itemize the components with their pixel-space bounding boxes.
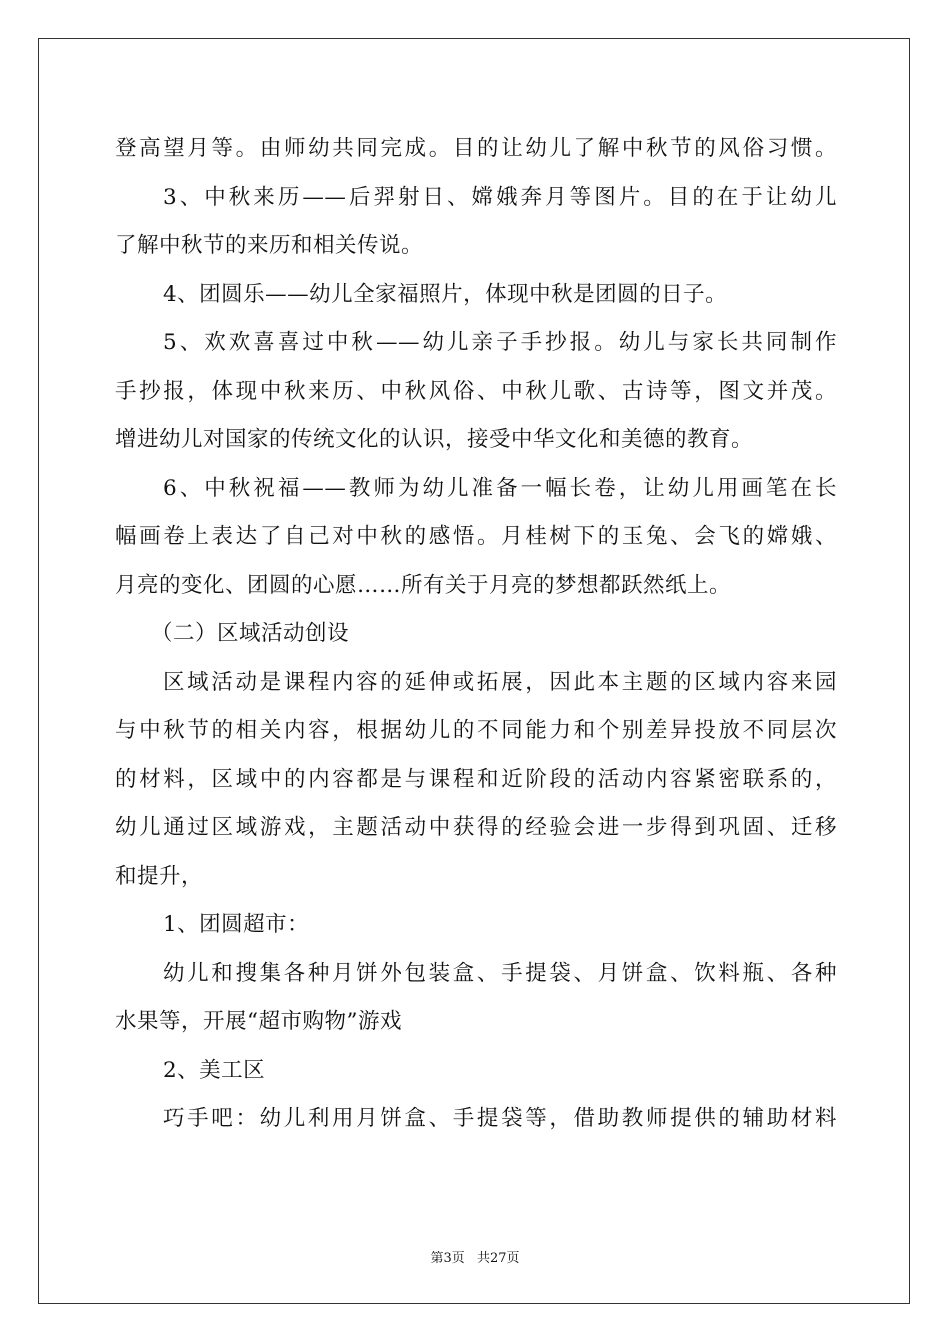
- text-line: 与中秋节的相关内容，根据幼儿的不同能力和个别差异投放不同层次: [115, 718, 837, 743]
- text-line: 区域活动是课程内容的延伸或拓展，因此本主题的区域内容来园: [163, 669, 837, 695]
- page-footer: [0, 1247, 950, 1266]
- text-line: 和提升，: [115, 863, 204, 889]
- sub-heading: 1、团圆超市：: [163, 912, 310, 937]
- text-line: 水果等，开展“超市购物”游戏: [115, 1009, 402, 1034]
- text-line: 5、欢欢喜喜过中秋——幼儿亲子手抄报。幼儿与家长共同制作: [163, 330, 837, 355]
- page-number: 第3页: [430, 1251, 465, 1266]
- text-line: 月亮的变化、团圆的心愿……所有关于月亮的梦想都跃然纸上。: [115, 572, 732, 598]
- text-line: 4、团圆乐——幼儿全家福照片，体现中秋是团圆的日子。: [163, 281, 728, 307]
- text-line: 幅画卷上表达了自己对中秋的感悟。月桂树下的玉兔、会飞的嫦娥、: [115, 524, 837, 549]
- text-line: 3、中秋来历——后羿射日、嫦娥奔月等图片。目的在于让幼儿: [163, 184, 837, 210]
- section-heading: （二）区域活动创设: [151, 621, 350, 646]
- text-line: 登高望月等。由师幼共同完成。目的让幼儿了解中秋节的风俗习惯。: [115, 136, 837, 161]
- text-line: 了解中秋节的来历和相关传说。: [115, 233, 424, 258]
- text-line: 幼儿和搜集各种月饼外包装盒、手提袋、月饼盒、饮料瓶、各种: [163, 960, 837, 986]
- sub-heading: 2、美工区: [163, 1057, 266, 1083]
- text-line: 手抄报，体现中秋来历、中秋风俗、中秋儿歌、古诗等，图文并茂。: [115, 378, 837, 404]
- text-line: 增进幼儿对国家的传统文化的认识，接受中华文化和美德的教育。: [115, 427, 754, 452]
- page-total: 共27页: [476, 1251, 520, 1266]
- text-line: 巧手吧：幼儿利用月饼盒、手提袋等，借助教师提供的辅助材料: [163, 1106, 837, 1131]
- text-line: 的材料，区域中的内容都是与课程和近阶段的活动内容紧密联系的，: [115, 766, 837, 792]
- text-line: 6、中秋祝福——教师为幼儿准备一幅长卷，让幼儿用画笔在长: [163, 475, 837, 501]
- document-body: [115, 125, 837, 1144]
- text-line: 幼儿通过区域游戏，主题活动中获得的经验会进一步得到巩固、迁移: [115, 815, 837, 840]
